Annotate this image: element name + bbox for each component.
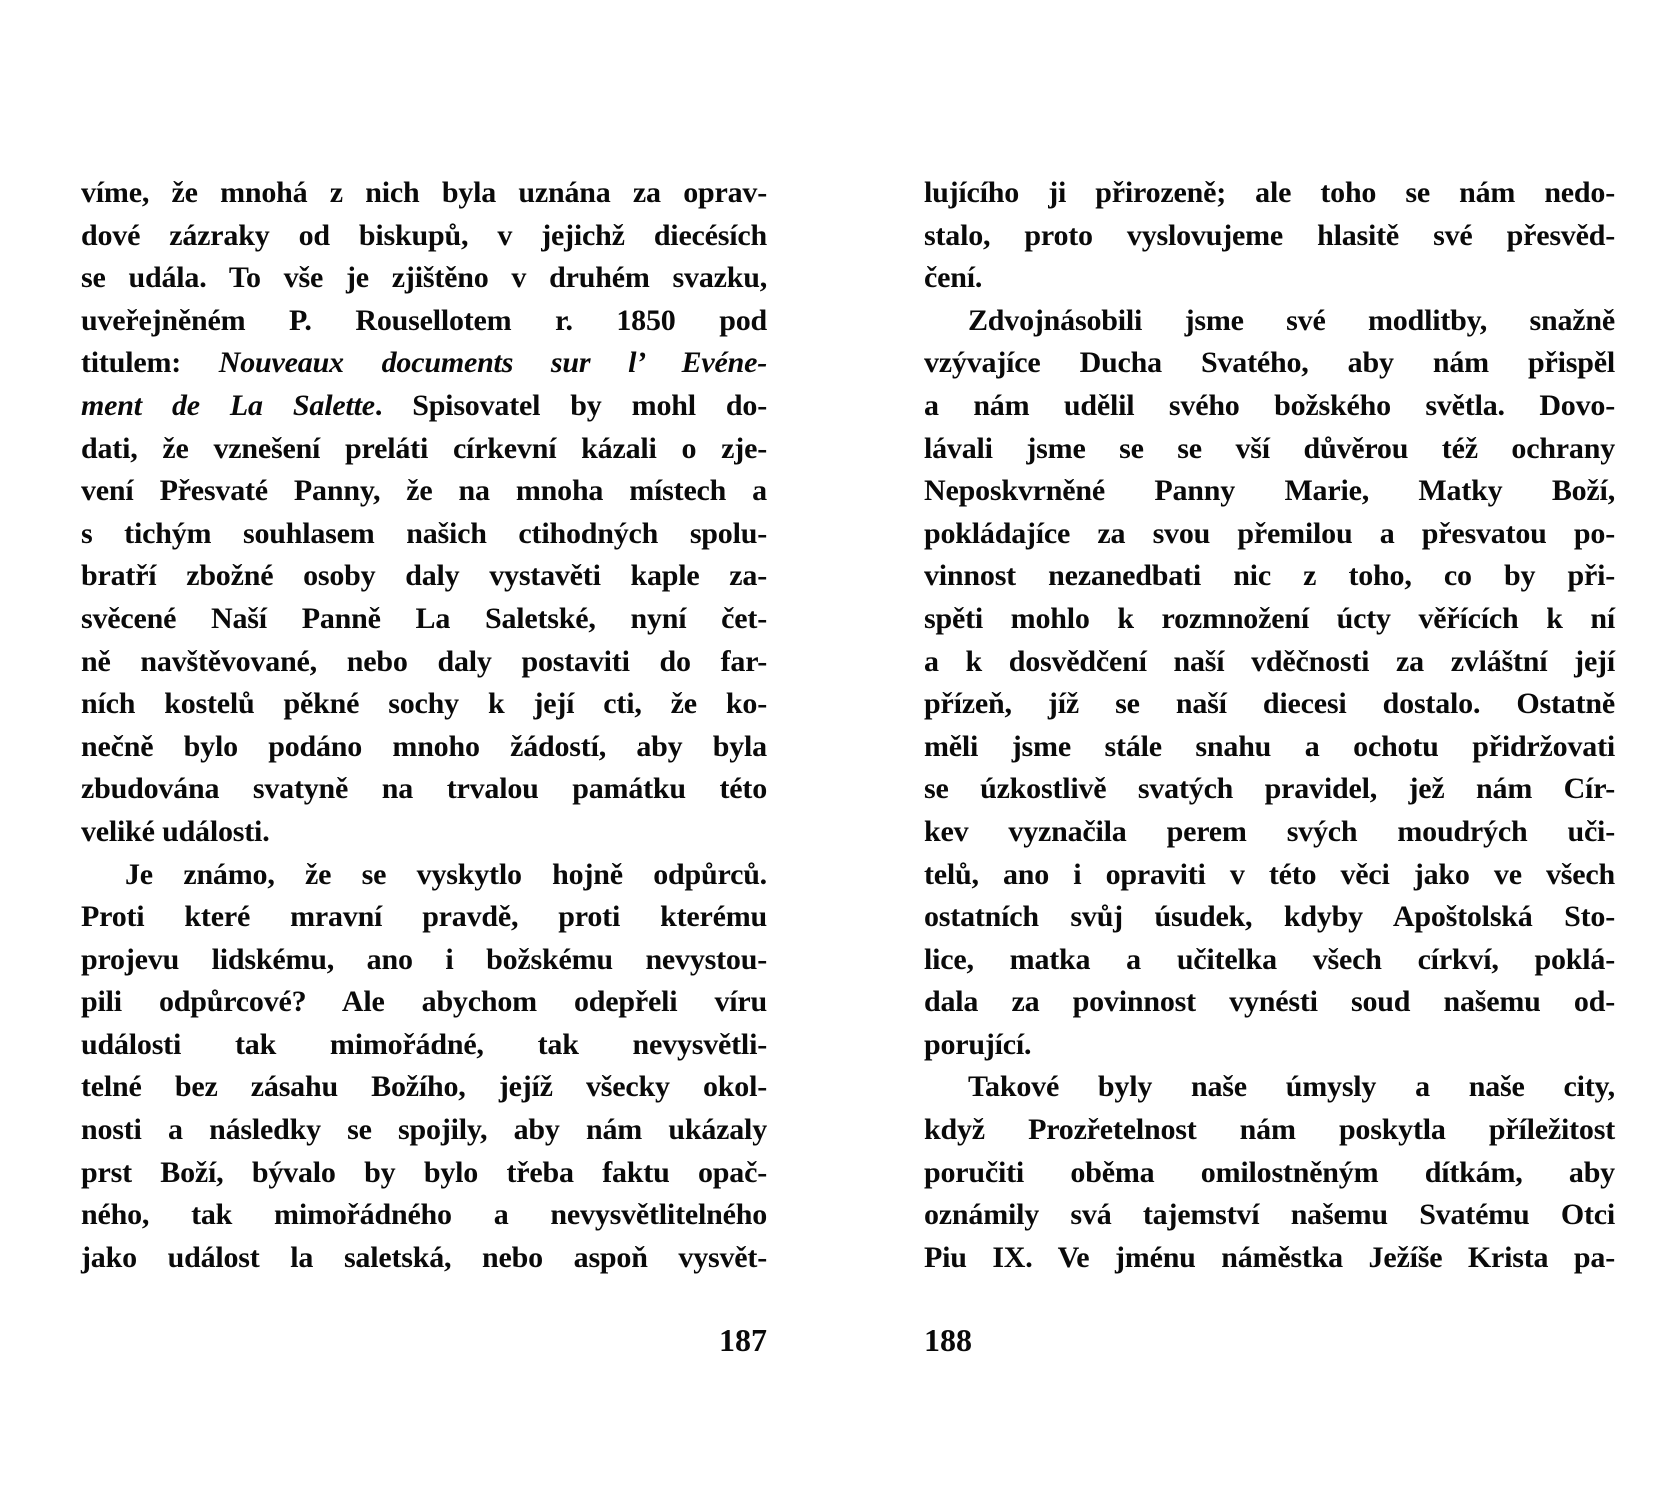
text-line: s tichým souhlasem našich ctihodných spolu- bbox=[81, 516, 767, 550]
text-line: bratří zbožné osoby daly vystavěti kaple za- bbox=[81, 559, 767, 593]
text-line: dati, že vznešení preláti církevní kázali o zje- bbox=[81, 431, 767, 465]
text-line: a nám udělil svého božského světla. Dovo- bbox=[924, 388, 1615, 422]
text-line: stalo, proto vyslovujeme hlasitě své přesvěd- bbox=[924, 218, 1615, 252]
text-line: ních kostelů pěkné sochy k její cti, že ko- bbox=[81, 687, 767, 721]
left-page-text bbox=[81, 172, 767, 1279]
text-line: vinnost nezanedbati nic z toho, co by při- bbox=[924, 559, 1615, 593]
left-page-number: 187 bbox=[719, 1322, 767, 1358]
paragraph bbox=[924, 300, 1615, 1067]
text-line: Piu IX. Ve jménu náměstka Ježíše Krista pa- bbox=[924, 1240, 1615, 1274]
text-line: pili odpůrcové? Ale abychom odepřeli víru bbox=[81, 985, 767, 1019]
text-line: dala za povinnost vynésti soud našemu od- bbox=[924, 985, 1615, 1019]
text-line: se udála. To vše je zjištěno v druhém svazku, bbox=[81, 261, 767, 295]
text-line: telů, ano i opraviti v této věci jako ve všech bbox=[924, 857, 1615, 891]
text-line: vení Přesvaté Panny, že na mnoha místech a bbox=[81, 474, 767, 508]
text-line: pokládajíce za svou přemilou a přesvatou po- bbox=[924, 516, 1615, 550]
text-line: ostatních svůj úsudek, kdyby Apoštolská Sto- bbox=[924, 900, 1615, 934]
right-page-text bbox=[924, 172, 1615, 1279]
text-line: ně navštěvované, nebo daly postaviti do far- bbox=[81, 644, 767, 678]
text-line: lice, matka a učitelka všech církví, poklá- bbox=[924, 942, 1615, 976]
paragraph bbox=[924, 172, 1615, 300]
text-line: porující. bbox=[924, 1027, 1032, 1061]
text-line: veliké události. bbox=[81, 814, 270, 848]
text-line: ment de La Salette. Spisovatel by mohl do- bbox=[81, 388, 768, 422]
text-line: svěcené Naší Panně La Saletské, nyní čet- bbox=[81, 601, 767, 635]
text-line: lávali jsme se se vší důvěrou též ochrany bbox=[924, 431, 1615, 465]
text-line: Takové byly naše úmysly a naše city, bbox=[968, 1070, 1615, 1104]
text-line: lujícího ji přirozeně; ale toho se nám nedo- bbox=[924, 176, 1615, 209]
text-line: Je známo, že se vyskytlo hojně odpůrců. bbox=[125, 857, 767, 891]
text-line: a k dosvědčení naší vděčnosti za zvláštní její bbox=[924, 644, 1615, 678]
text-line: nosti a následky se spojily, aby nám ukázaly bbox=[81, 1113, 767, 1147]
paragraph bbox=[81, 172, 767, 854]
text-line: Neposkvrněné Panny Marie, Matky Boží, bbox=[924, 474, 1615, 508]
text-line: uveřejněném P. Rousellotem r. 1850 pod bbox=[81, 303, 767, 337]
text-line: spěti mohlo k rozmnožení úcty věřících k ní bbox=[924, 601, 1615, 635]
text-line: vzývajíce Ducha Svatého, aby nám přispěl bbox=[924, 346, 1615, 380]
paragraph bbox=[924, 1066, 1615, 1279]
text-line: nečně bylo podáno mnoho žádostí, aby byla bbox=[81, 729, 767, 763]
text-line: se úzkostlivě svatých pravidel, jež nám Cír- bbox=[924, 772, 1615, 806]
text-line: dové zázraky od biskupů, v jejichž diecésích bbox=[81, 218, 767, 252]
text-line: zbudována svatyně na trvalou památku této bbox=[81, 772, 767, 806]
text-line: Zdvojnásobili jsme své modlitby, snažně bbox=[968, 303, 1615, 337]
italic-title: ment de La Salette bbox=[81, 388, 375, 422]
text-line: přízeň, jíž se naší diecesi dostalo. Ostatně bbox=[924, 687, 1615, 721]
text-line: Proti které mravní pravdě, proti kterému bbox=[81, 900, 767, 934]
text-line: události tak mimořádné, tak nevysvětli- bbox=[81, 1027, 767, 1061]
text-line: projevu lidskému, ano i božskému nevystou- bbox=[81, 942, 767, 976]
text-line: čení. bbox=[924, 261, 983, 295]
right-page-number: 188 bbox=[924, 1322, 972, 1358]
text-line: když Prozřetelnost nám poskytla příležitost bbox=[924, 1113, 1615, 1147]
paragraph bbox=[81, 854, 767, 1280]
text-line: prst Boží, bývalo by bylo třeba faktu opač- bbox=[81, 1155, 767, 1189]
text-line: měli jsme stále snahu a ochotu přidržovati bbox=[924, 729, 1615, 763]
italic-title: Nouveaux documents sur l’ Evéne- bbox=[218, 346, 767, 380]
text-line: titulem: Nouveaux documents sur l’ Evéne- bbox=[81, 346, 767, 380]
text-line: poručiti oběma omilostněným dítkám, aby bbox=[924, 1155, 1615, 1189]
text-line: jako událost la saletská, nebo aspoň vysvět- bbox=[81, 1240, 767, 1274]
text-line: ného, tak mimořádného a nevysvětlitelného bbox=[81, 1198, 767, 1232]
text-line: kev vyznačila perem svých moudrých uči- bbox=[924, 814, 1615, 848]
text-line: víme, že mnohá z nich byla uznána za oprav- bbox=[81, 176, 767, 209]
text-line: telné bez zásahu Božího, jejíž všecky okol- bbox=[81, 1070, 767, 1104]
text-line: oznámily svá tajemství našemu Svatému Otci bbox=[924, 1198, 1615, 1232]
